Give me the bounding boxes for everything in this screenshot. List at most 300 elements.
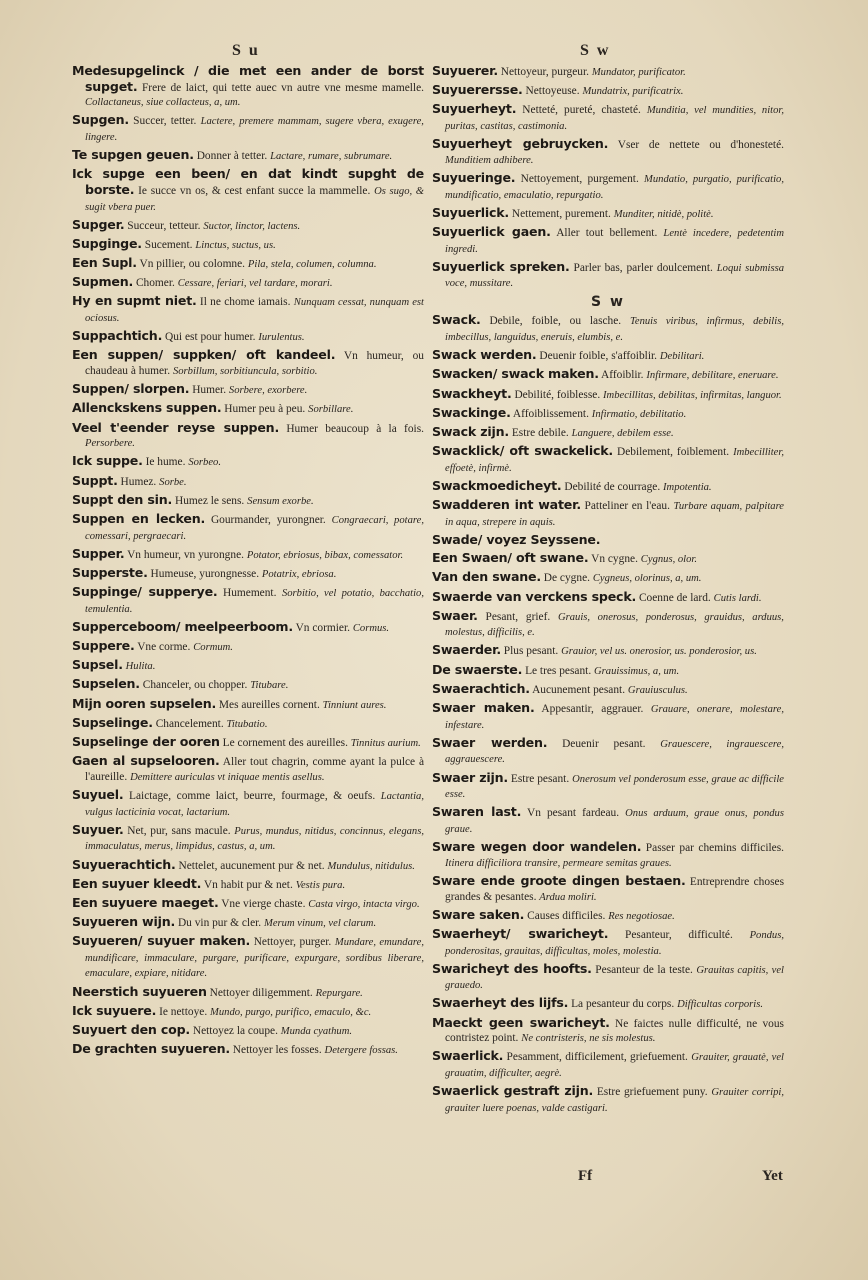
dictionary-entry <box>72 474 424 491</box>
headword: Swaerde van verckens speck. <box>432 588 637 604</box>
french-gloss: Donner à tetter. <box>196 150 268 163</box>
dictionary-entry <box>432 927 784 959</box>
headword: Supger. <box>72 216 125 232</box>
latin-gloss: Impotentia. <box>663 481 712 493</box>
headword: Swack. <box>432 312 481 328</box>
dictionary-entry <box>432 908 784 925</box>
dictionary-entry <box>432 701 784 733</box>
headword: Swaren last. <box>432 804 522 820</box>
headword: Suyuerlick gaen. <box>432 223 551 239</box>
latin-gloss: Tenuis viribus, infirmus, debilis, imbecillus, languidus, eneruis, elumbis, e. <box>445 316 784 344</box>
dictionary-entry <box>432 348 784 365</box>
dictionary-entry <box>72 167 424 215</box>
latin-gloss: Languere, debilem esse. <box>571 428 674 439</box>
headword: Suppen/ slorpen. <box>72 381 190 397</box>
french-gloss: Nettoyement, purgement. <box>520 172 639 185</box>
french-gloss: Debilement, foiblement. <box>616 446 730 459</box>
running-head-left: S u <box>232 42 260 59</box>
headword: Suppinge/ supperye. <box>72 584 218 600</box>
latin-gloss: Cormus. <box>352 622 390 634</box>
dictionary-entry <box>72 218 424 235</box>
dictionary-entry <box>432 367 784 384</box>
french-gloss: Patteliner en l'eau. <box>584 500 670 513</box>
french-gloss: Du vin pur & cler. <box>177 917 262 930</box>
headword: Suppt den sin. <box>72 491 173 507</box>
headword: Supselinge. <box>72 714 153 730</box>
dictionary-entry <box>432 682 784 699</box>
headword: Swackheyt. <box>432 385 512 401</box>
french-gloss: Nettoyeur, purgeur. <box>500 66 589 78</box>
latin-gloss: Itinera difficiliora transire, permeare semitas graues. <box>445 857 672 869</box>
dictionary-entry <box>72 639 424 656</box>
headword: Supperceboom/ meelpeerboom. <box>72 618 293 634</box>
dictionary-entry <box>432 387 784 404</box>
french-gloss: Aller tout chagrin, comme ayant la pulce à l'aureille. <box>85 756 424 783</box>
headword: Suyuerlick spreken. <box>432 258 570 274</box>
latin-gloss: Hulita. <box>125 661 156 673</box>
french-gloss: La pesanteur du corps. <box>571 998 675 1011</box>
latin-gloss: Mundare, emundare, mundificare, immaculare, purgare, purificare, expurgare, sordibus liberare, emaculare, expiare, nitidare. <box>85 937 424 980</box>
dictionary-entry <box>72 697 424 714</box>
french-gloss: Succer, tetter. <box>133 115 197 128</box>
latin-gloss: Mundatio, purgatio, purificatio, mundificatio, emaculatio, repurgatio. <box>445 173 784 201</box>
french-gloss: Ne faictes nulle difficulté, ne vous contristez point. <box>445 1017 784 1045</box>
french-gloss: Ie nettoye. <box>159 1005 208 1018</box>
headword: Supmen. <box>72 274 134 290</box>
french-gloss: Debilité, foiblesse. <box>514 388 601 401</box>
dictionary-entry <box>72 754 424 785</box>
headword: Suppachtich. <box>72 328 163 344</box>
french-gloss: Vser de nettete ou d'honesteté. <box>617 139 784 152</box>
french-gloss: Humez le sens. <box>175 494 245 507</box>
french-gloss: Nettelet, aucunement pur & net. <box>178 859 325 872</box>
dictionary-entry <box>72 677 424 694</box>
latin-gloss: Sorbillum, sorbitiuncula, sorbitio. <box>172 366 318 378</box>
latin-gloss: Sorbitio, vel potatio, bacchatio, temulentia. <box>85 588 424 615</box>
dictionary-entry <box>432 771 784 803</box>
headword: Supginge. <box>72 235 142 251</box>
latin-gloss: Sensum exorbe. <box>247 495 314 507</box>
latin-gloss: Titubatio. <box>226 718 268 730</box>
dictionary-entry <box>72 64 424 111</box>
french-gloss: De cygne. <box>543 572 590 585</box>
headword: Supsel. <box>72 657 123 673</box>
french-gloss: Aucunement pesant. <box>532 683 626 696</box>
french-gloss: Humez. <box>120 475 157 488</box>
latin-gloss: Munditiem adhibere. <box>445 154 534 166</box>
headword: Een suyuere maeget. <box>72 894 219 910</box>
headword: Een Swaen/ oft swane. <box>432 550 589 566</box>
headword: Te supgen geuen. <box>72 147 194 163</box>
latin-gloss: Pila, stela, columen, columna. <box>247 259 377 271</box>
dictionary-entry <box>72 1023 424 1040</box>
dictionary-entry <box>432 805 784 837</box>
french-gloss: Vn habit pur & net. <box>203 878 293 891</box>
dictionary-entry <box>72 915 424 932</box>
french-gloss: Nettoyez la coupe. <box>192 1025 278 1038</box>
headword: Swacklick/ oft swackelick. <box>432 443 613 459</box>
dictionary-entry <box>432 643 784 660</box>
french-gloss: Nettoyer diligemment. <box>209 986 313 999</box>
dictionary-entry <box>432 840 784 871</box>
dictionary-entry <box>72 1042 424 1059</box>
dictionary-entry <box>432 260 784 292</box>
french-gloss: Plus pesant. <box>503 645 559 658</box>
latin-gloss: Iurulentus. <box>258 332 305 344</box>
dictionary-entry <box>432 171 784 203</box>
catchword: Yet <box>762 1168 783 1184</box>
dictionary-entry <box>72 585 424 617</box>
latin-gloss: Loqui submissa voce, mussitare. <box>445 262 784 290</box>
french-gloss: Il ne chome iamais. <box>199 296 291 309</box>
latin-gloss: Tinnitus aurium. <box>350 738 421 749</box>
headword: Een suyuer kleedt. <box>72 875 202 891</box>
headword: Suyuert den cop. <box>72 1022 190 1038</box>
latin-gloss: Congraecari, potare, comessari, pergraecari. <box>85 514 424 542</box>
french-gloss: Affoiblir. <box>601 369 644 382</box>
latin-gloss: Casta virgo, intacta virgo. <box>308 898 420 910</box>
headword: Swaerder. <box>432 642 501 658</box>
latin-gloss: Munditer, nitidè, politè. <box>613 208 714 220</box>
french-gloss: Humer peu à peu. <box>224 403 306 416</box>
headword: Sware saken. <box>432 906 525 922</box>
latin-gloss: Mundo, purgo, purifico, emaculo, &c. <box>210 1006 372 1018</box>
dictionary-entry <box>72 421 424 452</box>
french-gloss: Pesamment, difficilement, griefuement. <box>506 1051 688 1064</box>
french-gloss: Affoiblissement. <box>512 407 589 420</box>
headword: Suyuel. <box>72 786 124 802</box>
dictionary-entry <box>72 547 424 564</box>
dictionary-entry <box>72 275 424 292</box>
dictionary-entry <box>432 874 784 905</box>
dictionary-entry <box>72 329 424 346</box>
dictionary-entry <box>432 533 784 549</box>
running-head-right: S w <box>580 42 611 59</box>
latin-gloss: Difficultas corporis. <box>677 999 764 1011</box>
french-gloss: Ie succe vn os, & cest enfant succe la mammelle. <box>138 184 371 197</box>
headword: Swackinge. <box>432 404 511 420</box>
latin-gloss: Cygnus, olor. <box>640 554 698 566</box>
headword: Supper. <box>72 545 125 561</box>
headword: Swack zijn. <box>432 424 509 439</box>
headword: Swaer maken. <box>432 700 535 716</box>
headword: Swacken/ swack maken. <box>432 366 599 382</box>
french-gloss: Mes aureilles cornent. <box>218 698 320 711</box>
headword: Ick suyuere. <box>72 1002 157 1018</box>
french-gloss: Vn pillier, ou colomne. <box>139 258 246 271</box>
dictionary-entry <box>72 113 424 145</box>
french-gloss: Nettement, purement. <box>511 207 611 220</box>
latin-gloss: Ne contristeris, ne sis molestus. <box>521 1033 656 1045</box>
headword: Maeckt geen swaricheyt. <box>432 1014 610 1030</box>
dictionary-entry <box>432 225 784 257</box>
headword: Swack werden. <box>432 347 537 363</box>
french-gloss: Chancelement. <box>155 717 224 730</box>
headword: Swaer. <box>432 607 478 623</box>
dictionary-entry <box>72 454 424 471</box>
headword: Swaerheyt/ swaricheyt. <box>432 925 609 941</box>
latin-gloss: Lactere, premere mammam, sugere vbera, exugere, lingere. <box>85 116 424 143</box>
french-gloss: Laictage, comme laict, beurre, fourmage, & oeufs. <box>129 789 376 802</box>
french-gloss: Vne corme. <box>137 641 191 654</box>
dictionary-entry <box>432 1049 784 1081</box>
dictionary-entry <box>432 996 784 1013</box>
headword: Van den swane. <box>432 569 541 585</box>
french-gloss: Vn cormier. <box>295 621 350 634</box>
french-gloss: Net, pur, sans macule. <box>127 824 231 837</box>
headword: Suyuerheyt gebruycken. <box>432 136 609 152</box>
french-gloss: Chomer. <box>135 277 175 290</box>
dictionary-entry <box>432 479 784 496</box>
dictionary-entry <box>432 609 784 641</box>
latin-gloss: Potatrix, ebriosa. <box>261 568 337 580</box>
dictionary-entry <box>72 237 424 254</box>
headword: Swaer zijn. <box>432 769 508 785</box>
dictionary-entry <box>72 858 424 875</box>
dictionary-entry <box>72 256 424 273</box>
french-gloss: Deuenir foible, s'affoiblir. <box>539 350 658 363</box>
dictionary-entry <box>72 985 424 1002</box>
latin-gloss: Detergere fossas. <box>324 1045 398 1057</box>
latin-gloss: Grauiusculus. <box>627 684 688 696</box>
french-gloss: Debile, foible, ou lasche. <box>489 315 622 328</box>
french-gloss: Ie hume. <box>145 456 186 469</box>
headword: Een Supl. <box>72 255 137 271</box>
dictionary-entry <box>72 620 424 637</box>
left-column <box>72 64 424 1061</box>
latin-gloss: Sorbere, exorbere. <box>228 385 308 397</box>
headword: Mijn ooren supselen. <box>72 695 217 711</box>
latin-gloss: Purus, mundus, nitidus, concinnus, elegans, immaculatus, merus, limpidus, castus, a, um. <box>85 825 424 853</box>
latin-gloss: Sorbillare. <box>308 404 354 416</box>
french-gloss: Deuenir pesant. <box>562 737 646 750</box>
dictionary-entry <box>432 736 784 768</box>
french-gloss: Le cornement des aureilles. <box>222 737 348 749</box>
french-gloss: Vn humeur, vn yurongne. <box>127 548 244 561</box>
headword: Suyueringe. <box>432 169 516 185</box>
dictionary-entry <box>432 663 784 680</box>
headword: Veel t'eender reyse suppen. <box>72 419 280 435</box>
french-gloss: Sucement. <box>144 238 193 251</box>
latin-gloss: Os sugo, & sugit vbera puer. <box>85 185 424 213</box>
latin-gloss: Repurgare. <box>315 987 363 999</box>
dictionary-entry <box>72 788 424 820</box>
latin-gloss: Grauare, onerare, molestare, infestare. <box>445 704 785 731</box>
latin-gloss: Mundulus, nitidulus. <box>327 860 415 872</box>
headword: Suppen en lecken. <box>72 510 206 526</box>
latin-gloss: Grauissimus, a, um. <box>594 665 680 677</box>
latin-gloss: Ardua moliri. <box>539 891 597 903</box>
latin-gloss: Suctor, linctor, lactens. <box>203 220 301 232</box>
headword: Ick suppe. <box>72 453 143 469</box>
headword: Swaricheyt des hoofts. <box>432 960 592 976</box>
latin-gloss: Merum vinum, vel clarum. <box>264 918 377 930</box>
dictionary-entry <box>432 1084 784 1116</box>
french-gloss: Estre griefuement puny. <box>596 1086 708 1099</box>
french-gloss: Entreprendre choses grandes & pesantes. <box>445 875 784 903</box>
dictionary-entry <box>432 444 784 476</box>
dictionary-entry <box>72 823 424 855</box>
dictionary-entry <box>72 1004 424 1021</box>
french-gloss: Netteté, pureté, chasteté. <box>522 104 641 117</box>
dictionary-entry <box>72 401 424 418</box>
latin-gloss: Cutis lardi. <box>713 592 762 604</box>
headword: Suyuerheyt. <box>432 101 517 117</box>
french-gloss: Nettoyer, purger. <box>253 936 332 949</box>
latin-gloss: Grauiter, grauatè, vel grauatim, difficulter, aegrè. <box>445 1052 784 1080</box>
latin-gloss: Grauiter corripi, grauiter luere poenas, valde castigari. <box>445 1087 784 1114</box>
latin-gloss: Mundatrix, purificatrix. <box>582 86 684 98</box>
latin-gloss: Munda cyathum. <box>280 1026 352 1038</box>
french-gloss: Vn cygne. <box>591 553 638 566</box>
french-gloss: Frere de laict, qui tette auec vn autre vne mesme mamelle. <box>141 81 424 94</box>
headword: Gaen al supselooren. <box>72 753 220 769</box>
headword: De swaerste. <box>432 661 523 677</box>
latin-gloss: Titubare. <box>250 680 289 692</box>
latin-gloss: Linctus, suctus, us. <box>195 239 276 251</box>
headword: Supselen. <box>72 676 140 692</box>
headword: De grachten suyueren. <box>72 1041 230 1057</box>
dictionary-entry <box>432 570 784 587</box>
french-gloss: Aller tout bellement. <box>556 226 658 239</box>
headword: Swadderen int water. <box>432 497 581 513</box>
headword: Allenckskens suppen. <box>72 400 222 416</box>
french-gloss: Pesanteur de la teste. <box>595 963 693 976</box>
headword: Medesupgelinck / die met een ander de borst supget. <box>72 63 424 94</box>
dictionary-entry <box>432 137 784 168</box>
dictionary-entry <box>432 498 784 530</box>
french-gloss: Estre debile. <box>511 427 569 439</box>
headword: Sware ende groote dingen bestaen. <box>432 872 686 888</box>
dictionary-entry <box>72 896 424 913</box>
dictionary-entry <box>72 382 424 399</box>
french-gloss: Succeur, tetteur. <box>127 219 201 232</box>
latin-gloss: Sorbe. <box>159 476 187 488</box>
headword: Supgen. <box>72 112 129 128</box>
headword: Suppt. <box>72 472 118 488</box>
french-gloss: Causes difficiles. <box>527 909 606 922</box>
dictionary-entry <box>432 425 784 442</box>
latin-gloss: Nunquam cessat, nunquam est ociosus. <box>85 297 424 325</box>
latin-gloss: Infirmare, debilitare, eneruare. <box>646 370 779 382</box>
headword: Hy en supmt niet. <box>72 293 197 309</box>
french-gloss: Nettoyeuse. <box>525 85 580 98</box>
dictionary-entry <box>72 735 424 752</box>
latin-gloss: Cormum. <box>193 642 233 654</box>
latin-gloss: Grauior, vel us. onerosior, us. ponderosior, us. <box>561 646 757 658</box>
dictionary-entry <box>72 148 424 165</box>
latin-gloss: Grauis, onerosus, ponderosus, grauidus, arduus, molestus, difficilis, e. <box>445 611 784 639</box>
french-gloss: Chanceler, ou chopper. <box>142 679 248 692</box>
french-gloss: Appesantir, aggrauer. <box>541 703 644 716</box>
dictionary-entry <box>432 962 784 994</box>
latin-gloss: Grauitas capitis, vel grauedo. <box>445 964 784 992</box>
french-gloss: Humement. <box>222 587 277 600</box>
section-heading: S w <box>591 294 625 311</box>
headword: Supperste. <box>72 564 148 580</box>
dictionary-entry <box>72 348 424 379</box>
dictionary-entry <box>432 83 784 100</box>
dictionary-entry <box>72 493 424 510</box>
french-gloss: Pesanteur, difficulté. <box>625 928 733 941</box>
headword: Swaerlick gestraft zijn. <box>432 1083 594 1099</box>
dictionary-entry <box>432 206 784 223</box>
latin-gloss: Debilitari. <box>659 351 705 363</box>
headword: Sware wegen door wandelen. <box>432 839 642 855</box>
headword: Swackmoedicheyt. <box>432 477 562 493</box>
latin-gloss: Persorbere. <box>85 438 135 450</box>
latin-gloss: Onerosum vel ponderosum esse, graue ac difficile esse. <box>445 773 784 801</box>
latin-gloss: Mundator, purificator. <box>591 67 686 78</box>
dictionary-entry <box>72 566 424 583</box>
dictionary-entry <box>432 102 784 134</box>
headword: Suyuerer. <box>432 63 498 78</box>
dictionary-entry <box>432 590 784 607</box>
headword: Swade/ voyez Seyssene. <box>432 531 601 547</box>
french-gloss: Coenne de lard. <box>638 591 711 604</box>
latin-gloss: Sorbeo. <box>188 457 221 469</box>
headword: Swaerachtich. <box>432 680 530 696</box>
headword: Suyueren wijn. <box>72 914 176 930</box>
french-gloss: Le tres pesant. <box>525 664 592 677</box>
latin-gloss: Cessare, feriari, vel tardare, morari. <box>177 278 333 290</box>
headword: Supselinge der ooren <box>72 734 220 749</box>
headword: Suppere. <box>72 638 135 654</box>
headword: Suyuerlick. <box>432 204 510 220</box>
signature-mark: Ff <box>578 1168 593 1184</box>
dictionary-entry <box>432 64 784 81</box>
dictionary-entry <box>72 716 424 733</box>
headword: Suyuerersse. <box>432 82 523 98</box>
headword: Suyuerachtich. <box>72 856 176 872</box>
dictionary-entry <box>432 406 784 423</box>
headword: Swaerheyt des lijfs. <box>432 995 569 1011</box>
french-gloss: Vn humeur, ou chaudeau à humer. <box>85 350 424 378</box>
dictionary-entry <box>432 1016 784 1047</box>
latin-gloss: Pondus, ponderositas, grauitas, difficultas, moles, molestia. <box>445 929 784 957</box>
latin-gloss: Infirmatio, debilitatio. <box>591 408 687 420</box>
french-gloss: Debilité de courrage. <box>564 480 661 493</box>
headword: Swaer werden. <box>432 734 548 750</box>
french-gloss: Pesant, grief. <box>485 610 551 623</box>
dictionary-entry <box>432 313 784 345</box>
latin-gloss: Imbecillitas, debilitas, infirmitas, languor. <box>603 389 782 401</box>
latin-gloss: Cygneus, olorinus, a, um. <box>592 573 702 585</box>
latin-gloss: Grauescere, ingrauescere, aggrauescere. <box>445 738 784 766</box>
dictionary-entry <box>72 877 424 894</box>
headword: Swaerlick. <box>432 1048 504 1064</box>
dictionary-entry <box>432 551 784 568</box>
french-gloss: Vne vierge chaste. <box>221 897 306 910</box>
french-gloss: Gourmander, yurongner. <box>210 513 326 526</box>
french-gloss: Nettoyer les fosses. <box>232 1044 322 1057</box>
headword: Neerstich suyueren <box>72 983 207 999</box>
latin-gloss: Tinniunt aures. <box>322 699 387 711</box>
dictionary-entry <box>72 934 424 982</box>
latin-gloss: Vestis pura. <box>295 879 346 891</box>
headword: Een suppen/ suppken/ oft kandeel. <box>72 347 336 363</box>
french-gloss: Estre pesant. <box>510 772 570 785</box>
latin-gloss: Lactare, rumare, subrumare. <box>270 151 393 163</box>
latin-gloss: Onus arduum, graue onus, pondus graue. <box>445 808 784 835</box>
right-column <box>432 64 784 1119</box>
latin-gloss: Res negotiosae. <box>608 910 675 922</box>
dictionary-entry <box>72 658 424 675</box>
french-gloss: Humer. <box>192 384 227 397</box>
dictionary-entry <box>72 294 424 326</box>
dictionary-entry <box>72 512 424 544</box>
latin-gloss: Lentè incedere, pedetentim ingredi. <box>445 227 784 255</box>
